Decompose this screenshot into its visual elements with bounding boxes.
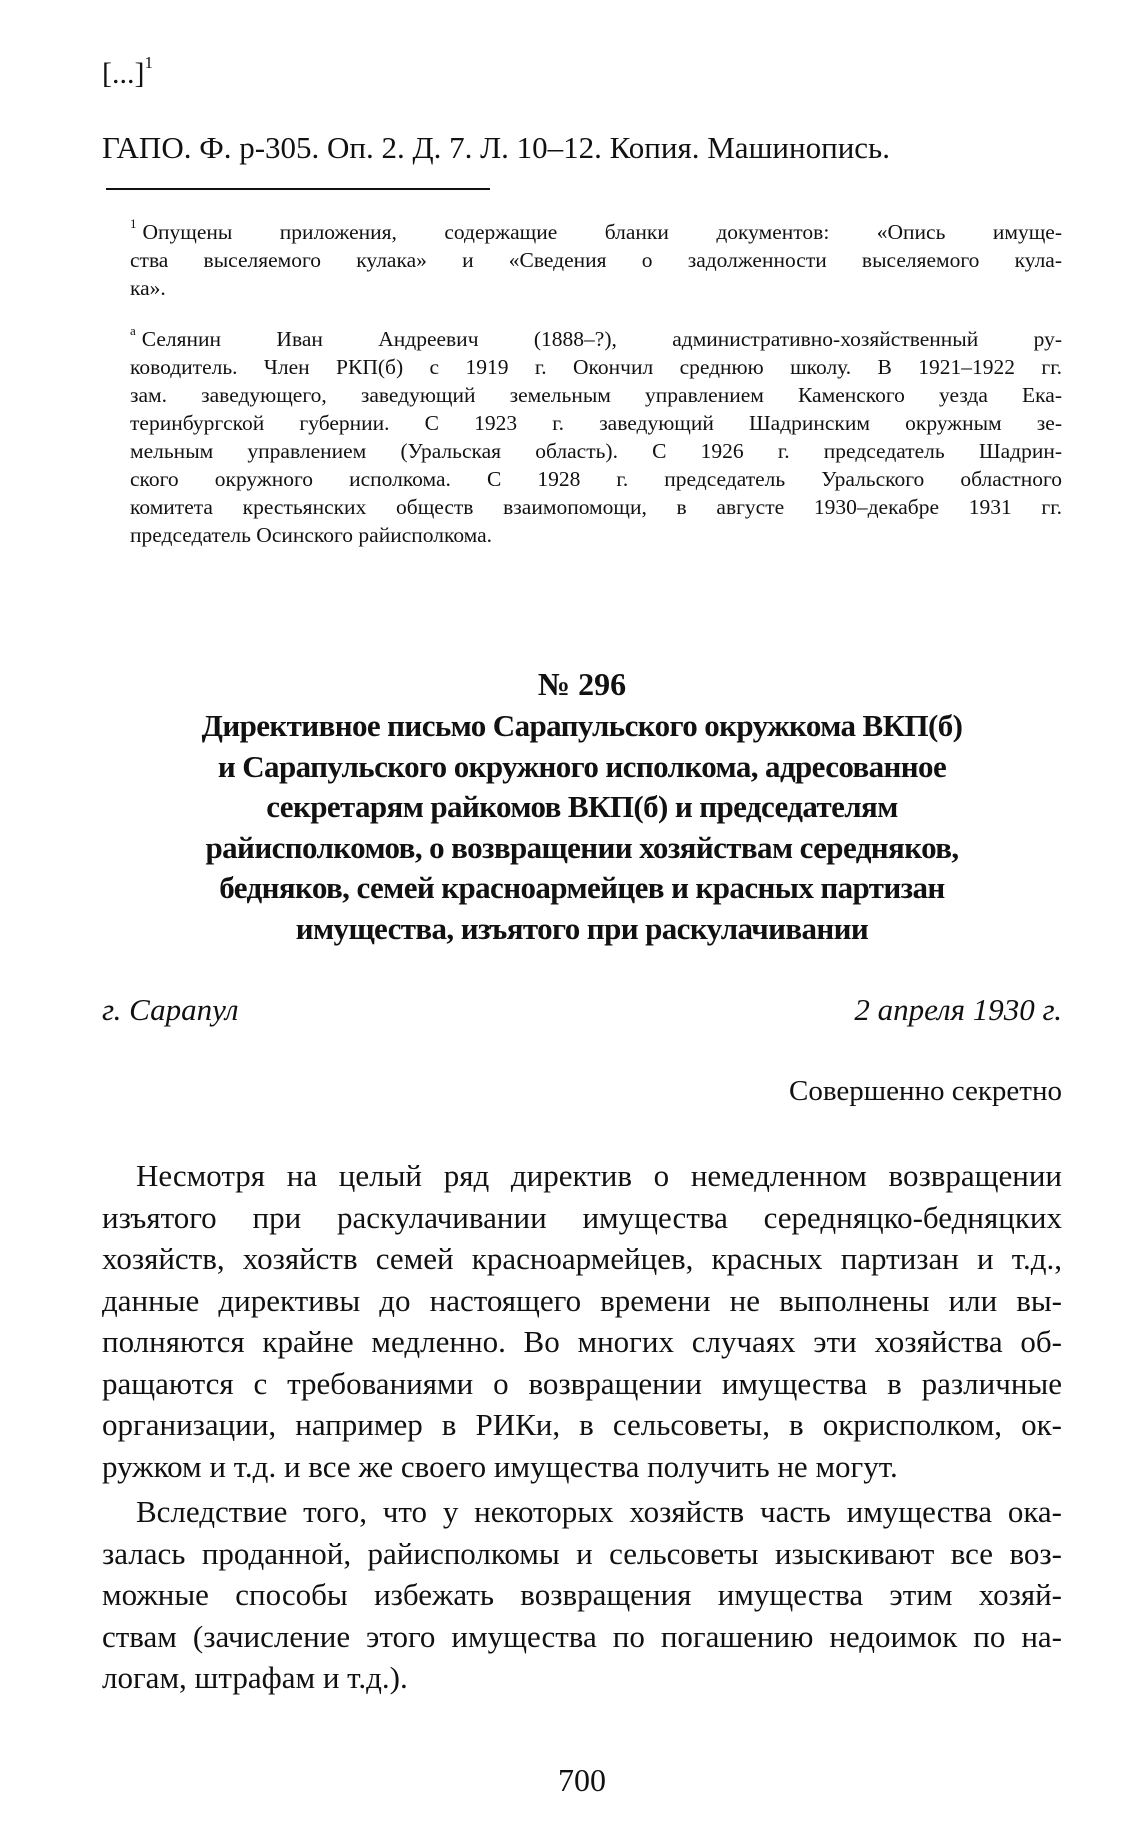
paragraph-line: Несмотря на целый ряд директив о немедленном возвращении	[136, 1158, 1062, 1193]
document-title	[102, 706, 1062, 949]
title-line: Директивное письмо Сарапульского окружкома ВКП(б)	[201, 708, 963, 743]
archive-reference: ГАПО. Ф. р-305. Оп. 2. Д. 7. Л. 10–12. Копия. Машинопись.	[102, 130, 890, 165]
footnote-line: ководитель. Член РКП(б) с 1919 г. Окончил среднюю школу. В 1921–1922 гг.	[130, 355, 1062, 380]
classification-stamp: Совершенно секретно	[789, 1075, 1062, 1107]
title-line: и Сарапульского окружного исполкома, адресованное	[217, 748, 947, 784]
paragraph-line: изъятого при раскулачивании имущества середняцко-бедняцких	[102, 1199, 1062, 1235]
paragraph-line: ствам (зачисление этого имущества по погашению недоимок по на-	[102, 1618, 1062, 1654]
paragraph-line: ружком и т.д. и все же своего имущества получить не могут.	[102, 1448, 898, 1484]
paragraph-line: данные директивы до настоящего времени не выполнены или вы-	[102, 1282, 1062, 1318]
footnote-line: ка».	[130, 276, 166, 301]
footnote-marker: а	[130, 323, 136, 338]
paragraph-line: логам, штрафам и т.д.).	[102, 1660, 408, 1695]
paragraph-line: организации, например в РИКи, в сельсоветы, в окрисполком, ок-	[102, 1407, 1062, 1442]
paragraph-line: ращаются с требованиями о возвращении имущества в различные	[102, 1365, 1062, 1401]
paragraph-line: хозяйств, хозяйств семей красноармейцев, красных партизан и т.д.,	[102, 1241, 1062, 1276]
title-line: райисполкомов, о возвращении хозяйствам середняков,	[205, 829, 959, 865]
paragraph-line: залась проданной, райисполкомы и сельсоветы изыскивают все воз-	[102, 1535, 1062, 1571]
footnote-1	[102, 213, 1062, 302]
footnote-line: комитета крестьянских обществ взаимопомощи, в августе 1930–декабре 1931 гг.	[130, 495, 1062, 520]
footnote-biography	[102, 320, 1062, 549]
omission-text: [...]	[102, 57, 145, 90]
paragraph-line: полняются крайне медленно. Во многих случаях эти хозяйства об-	[102, 1324, 1062, 1359]
body-paragraph-2	[102, 1491, 1062, 1699]
footnote-line-text: Селянин Иван Андреевич (1888–?), административно-хозяйственный ру-	[141, 327, 1062, 352]
footnote-line	[102, 320, 1062, 353]
footnote-line-text: Опущены приложения, содержащие бланки документов: «Опись имуще-	[142, 220, 1062, 245]
omission-marker	[102, 50, 153, 91]
footnote-line: ства выселяемого кулака» и «Сведения о задолженности выселяемого кула-	[130, 248, 1062, 273]
footnote-line: председатель Осинского райисполкома.	[130, 523, 493, 548]
document-date: 2 апреля 1930 г.	[854, 992, 1062, 1027]
footnote-line: ского окружного исполкома. С 1928 г. председатель Уральского областного	[130, 467, 1062, 492]
footnote-line	[102, 213, 1062, 246]
document-number: № 296	[537, 666, 627, 702]
paragraph-line: Вследствие того, что у некоторых хозяйств часть имущества ока-	[136, 1494, 1062, 1529]
title-line: секретарям райкомов ВКП(б) и председателям	[266, 789, 898, 824]
omission-footnote-ref: 1	[144, 53, 153, 72]
document-place: г. Сарапул	[102, 992, 239, 1027]
footnote-divider	[106, 188, 490, 190]
footnote-line: мельным управлением (Уральская область). С 1926 г. председатель Шадрин-	[130, 439, 1062, 464]
title-line: бедняков, семей красноармейцев и красных партизан	[219, 870, 945, 905]
body-paragraph-1	[102, 1155, 1062, 1487]
paragraph-line: можные способы избежать возвращения имущества этим хозяй-	[102, 1577, 1062, 1612]
page-number: 700	[558, 1762, 606, 1798]
title-line: имущества, изъятого при раскулачивании	[295, 910, 869, 946]
footnote-marker: 1	[130, 216, 137, 231]
document-page	[102, 0, 1062, 1832]
footnote-line: теринбургской губернии. С 1923 г. заведующий Шадринским окружным зе-	[130, 411, 1062, 436]
footnote-line: зам. заведующего, заведующий земельным управлением Каменского уезда Ека-	[130, 383, 1062, 408]
